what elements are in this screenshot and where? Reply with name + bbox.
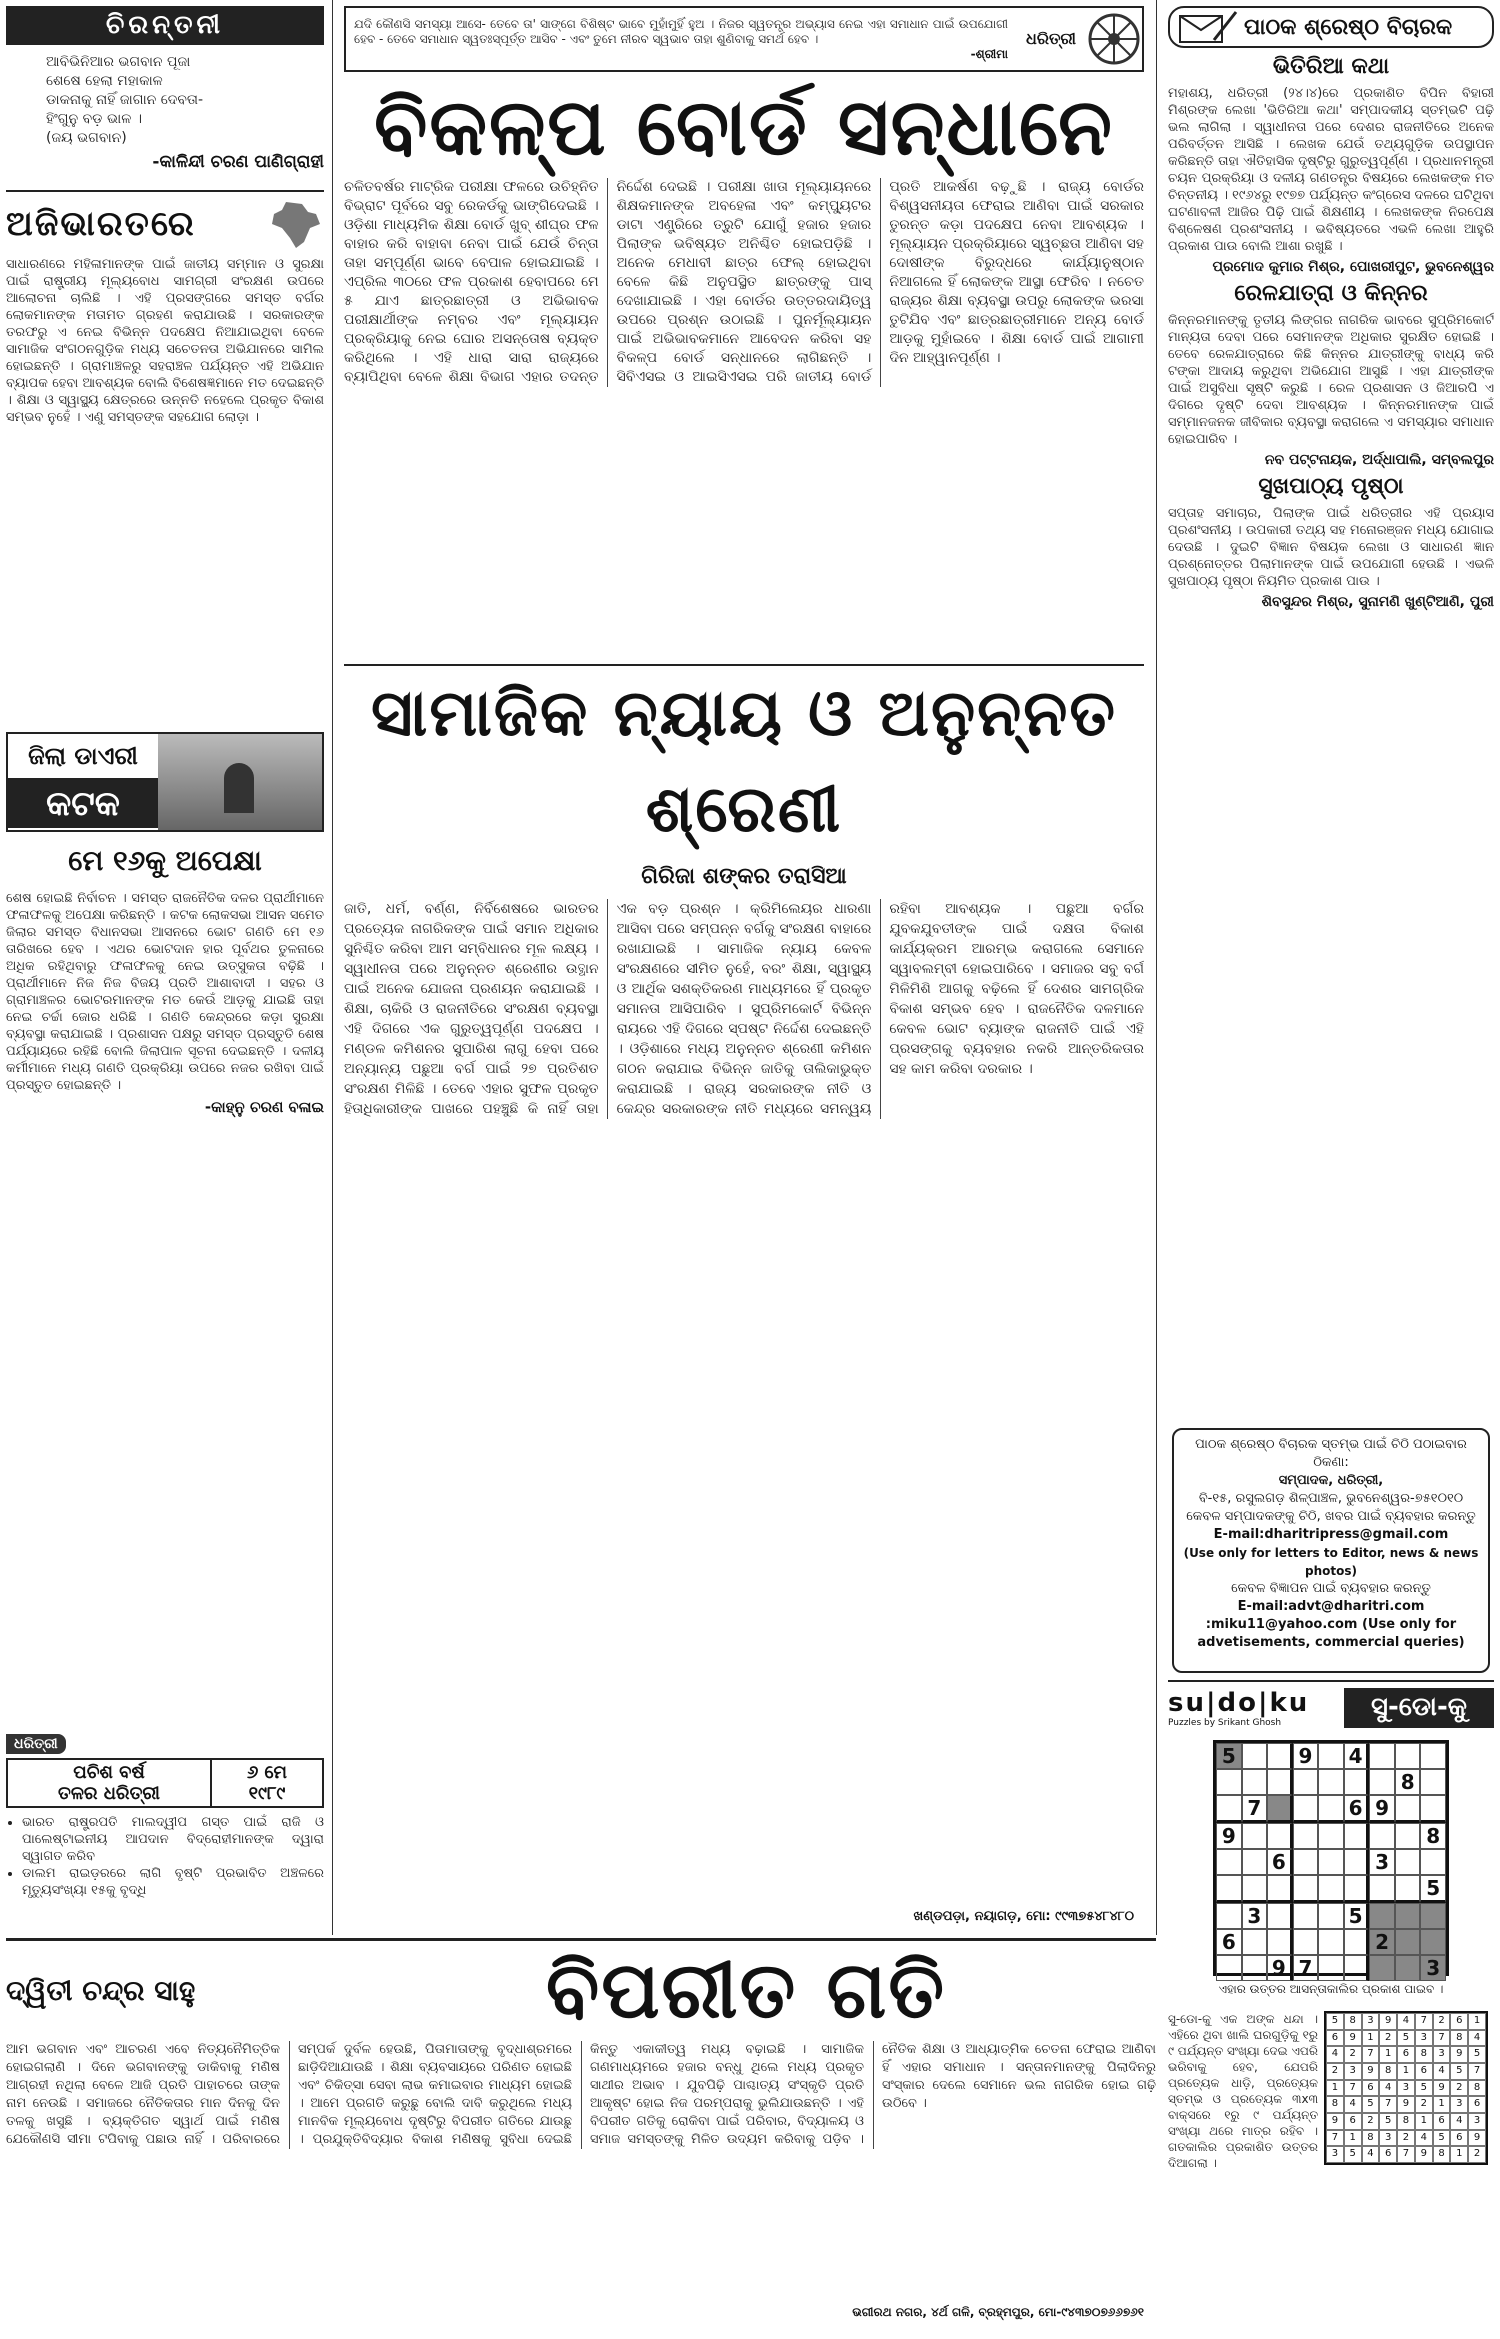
sudoku-cell[interactable]	[1344, 1769, 1370, 1795]
solution-cell: 5	[1397, 2030, 1415, 2047]
jilla-diary-headline: ମେ ୧୬କୁ ଅପେକ୍ଷା	[68, 844, 262, 877]
solution-cell: 1	[1397, 2063, 1415, 2080]
solution-cell: 6	[1415, 2063, 1433, 2080]
sudoku-cell[interactable]	[1242, 1743, 1268, 1769]
jilla-diary-box	[6, 732, 324, 1732]
contact-line1: ପାଠକ ଶ୍ରେଷ୍ଠ ବିଚାରକ ସ୍ତମ୍ଭ ପାଇଁ ଚିଠି ପଠାଇବାର ଠିକଣା:	[1195, 1437, 1467, 1470]
solution-cell: 2	[1415, 2096, 1433, 2113]
quote-box	[344, 6, 1144, 72]
sudoku-cell[interactable]: 6	[1267, 1849, 1293, 1875]
letter1-title: ଭିତିରିଆ କଥା	[1272, 54, 1390, 79]
dwiti-body: ଆମ ଭଗବାନ ଏବଂ ଆଚରଣ ଏବେ ନିତ୍ୟନୈମିତ୍ତିକ ହୋଇଗଲାଣି । ଦିନେ ଭଗବାନଙ୍କୁ ଡାକିବାକୁ ମଣିଷ ଆଗ୍ରହୀ ନଥିଲା ବେଳେ ଆଜି ପ୍ରତି ପାହାଚରେ ତାଙ୍କ ନାମ ନେଉଛି । ସମାଜରେ ନୈତିକତାର ମାନ ଦିନକୁ ଦିନ ତଳକୁ ଖସୁଛି । ବ୍ୟକ୍ତିଗତ ସ୍ୱାର୍ଥ ପାଇଁ ମଣିଷ ଯେକୌଣସି ସୀମା ଟପିବାକୁ ପଛାଉ ନାହିଁ । ପରିବାରରେ ସମ୍ପର୍କ ଦୁର୍ବଳ ହେଉଛି, ପିତାମାତାଙ୍କୁ ବୃଦ୍ଧାଶ୍ରମରେ ଛାଡ଼ିଦିଆଯାଉଛି । ଶିକ୍ଷା ବ୍ୟବସାୟରେ ପରିଣତ ହୋଇଛି ଏବଂ ଚିକିତ୍ସା ସେବା ଲାଭ କମାଇବାର ମାଧ୍ୟମ ହୋଇଛି । ଆମେ ପ୍ରଗତି କରୁଛୁ ବୋଲି ଦାବି କରୁଥିଲେ ମଧ୍ୟ ମାନବିକ ମୂଲ୍ୟବୋଧ ଦୃଷ୍ଟିରୁ ବିପରୀତ ଗତିରେ ଯାଉଛୁ । ପ୍ରଯୁକ୍ତିବିଦ୍ୟାର ବିକାଶ ମଣିଷକୁ ସୁବିଧା ଦେଇଛି କିନ୍ତୁ ଏକାକୀତ୍ୱ ମଧ୍ୟ ବଢ଼ାଇଛି । ସାମାଜିକ ଗଣମାଧ୍ୟମରେ ହଜାର ବନ୍ଧୁ ଥିଲେ ମଧ୍ୟ ପ୍ରକୃତ ସାଥୀର ଅଭାବ । ଯୁବପିଢ଼ି ପାଶ୍ଚାତ୍ୟ ସଂସ୍କୃତି ପ୍ରତି ଆକୃଷ୍ଟ ହୋଇ ନିଜ ପରମ୍ପରାକୁ ଭୁଲିଯାଉଛନ୍ତି । ଏହି ବିପରୀତ ଗତିକୁ ରୋକିବା ପାଇଁ ପରିବାର, ବିଦ୍ୟାଳୟ ଓ ସମାଜ ସମସ୍ତଙ୍କୁ ମିଳିତ ଉଦ୍ୟମ କରିବାକୁ ପଡ଼ିବ । ନୈତିକ ଶିକ୍ଷା ଓ ଆଧ୍ୟାତ୍ମିକ ଚେତନା ଫେରାଇ ଆଣିବା ହିଁ ଏହାର ସମାଧାନ । ସନ୍ତାନମାନଙ୍କୁ ପିଲାଦିନରୁ ସଂସ୍କାର ଦେଲେ ସେମାନେ ଭଲ ନାଗରିକ ହୋଇ ଗଢ଼ି ଉଠିବେ ।	[6, 2042, 1156, 2147]
sudoku-cell[interactable]	[1293, 1929, 1319, 1955]
sudoku-cell[interactable]	[1318, 1955, 1344, 1981]
dwiti-title: ବିପରୀତ ଗତି	[546, 1945, 946, 2036]
letter3-body: ସପ୍ତାହ ସମାଚାର, ପିଲାଙ୍କ ପାଇଁ ଧରିତ୍ରୀର ଏହି ପ୍ରୟାସ ପ୍ରଶଂସନୀୟ । ଉପକାରୀ ତଥ୍ୟ ସହ ମନୋରଞ୍ଜନ ମଧ୍ୟ ଯୋଗାଇ ଦେଉଛି । ଦୁଇଟି ବିଜ୍ଞାନ ବିଷୟକ ଲେଖା ଓ ସାଧାରଣ ଜ୍ଞାନ ପ୍ରଶ୍ନୋତ୍ତର ପିଲାମାନଙ୍କ ପାଇଁ ଉପଯୋଗୀ ହେଉଛି । ଏଭଳି ସୁଖପାଠ୍ୟ ପୃଷ୍ଠା ନିୟମିତ ପ୍ରକାଶ ପାଉ ।	[1168, 506, 1494, 589]
solution-cell: 2	[1344, 2046, 1362, 2063]
sudoku-cell[interactable]	[1344, 1849, 1370, 1875]
solution-cell: 7	[1362, 2046, 1380, 2063]
dwiti-author: ଦ୍ୱିତୀ ଚନ୍ଦ୍ର ସାହୁ	[6, 1974, 196, 2007]
sudoku-cell[interactable]	[1293, 1903, 1319, 1929]
quote-text: ଯଦି କୌଣସି ସମସ୍ୟା ଆସେ- ତେବେ ତା' ସାଙ୍ଗେ ବିଶିଷ୍ଟ ଭାବେ ମୁହାଁମୁହିଁ ହୁଅ । ନିଜର ସ୍ୱତନ୍ତ୍ର ଅଭ୍ୟାସ ନେଇ ଏହା ସମାଧାନ ପାଇଁ ଉପଯୋଗୀ ହେବ - ତେବେ ସମାଧାନ ସ୍ୱତଃସ୍ପୂର୍ତ୍ତ ଆସିବ - ଏବଂ ତୁମେ ନୀରବ ସ୍ୱଭାବ ତାହା ଶୁଣିବାକୁ ସମର୍ଥ ହେବ ।	[354, 16, 1008, 46]
pachisha-item: • ଡାଲମ ରାଇଡ଼ରରେ ଲାଗି ବୃଷ୍ଟି ପ୍ରଭାବିତ ଅଞ୍ଚଳରେ ମୃତ୍ୟୁସଂଖ୍ୟା ୧୫କୁ ବୃଦ୍ଧି	[22, 1865, 324, 1899]
social-article-footer: ଖଣ୍ଡପଡ଼ା, ନୟାଗଡ଼, ମୋ: ୯୯୩୭୫୪୮୪୮୦	[913, 1909, 1134, 1924]
letters-box	[1168, 6, 1494, 1424]
sudoku-cell[interactable]	[1318, 1743, 1344, 1769]
solution-cell: 7	[1397, 2146, 1415, 2163]
sudoku-cell[interactable]	[1216, 1795, 1242, 1823]
solution-cell: 2	[1326, 2063, 1344, 2080]
column-divider	[1156, 0, 1157, 1935]
contact-email3[interactable]: :miku11@yahoo.com (Use only for	[1205, 1617, 1457, 1632]
sudoku-cell[interactable]: 3	[1369, 1849, 1395, 1875]
sudoku-cell[interactable]: 9	[1369, 1795, 1395, 1823]
solution-cell: 8	[1450, 2030, 1468, 2047]
sudoku-cell[interactable]	[1267, 1743, 1293, 1769]
sudoku-cell[interactable]	[1420, 1849, 1446, 1875]
solution-cell: 5	[1362, 2096, 1380, 2113]
solution-cell: 5	[1344, 2146, 1362, 2163]
sudoku-cell[interactable]	[1293, 1823, 1319, 1849]
solution-cell: 1	[1433, 2096, 1451, 2113]
solution-cell: 5	[1433, 2130, 1451, 2147]
solution-cell: 5	[1326, 2013, 1344, 2030]
sudoku-brand: su|do|ku	[1168, 1688, 1310, 1718]
sudoku-cell[interactable]	[1318, 1823, 1344, 1849]
sudoku-cell[interactable]: 3	[1420, 1955, 1446, 1981]
ajibharat-title: ଅଜିଭାରତରେ	[6, 204, 196, 244]
sudoku-cell[interactable]	[1242, 1849, 1268, 1875]
sudoku-cell[interactable]	[1293, 1795, 1319, 1823]
social-article-box	[344, 664, 1144, 1934]
chirantani-author: -କାଳିନ୍ଦୀ ଚରଣ ପାଣିଗ୍ରାହୀ	[152, 152, 324, 172]
sudoku-cell[interactable]: 2	[1369, 1929, 1395, 1955]
solution-cell: 5	[1450, 2063, 1468, 2080]
solution-cell: 4	[1397, 2013, 1415, 2030]
solution-cell: 9	[1344, 2030, 1362, 2047]
chirantani-box	[6, 6, 324, 186]
solution-cell: 9	[1326, 2113, 1344, 2130]
sudoku-cell[interactable]	[1267, 1929, 1293, 1955]
sudoku-cell[interactable]	[1267, 1823, 1293, 1849]
sudoku-cell[interactable]	[1369, 1903, 1395, 1929]
letters-header: ପାଠକ ଶ୍ରେଷ୍ଠ ବିଚାରକ	[1244, 14, 1453, 40]
sudoku-cell[interactable]	[1216, 1875, 1242, 1903]
letter2-body: କିନ୍ନରମାନଙ୍କୁ ତୃତୀୟ ଲିଙ୍ଗର ନାଗରିକ ଭାବରେ ସୁପ୍ରିମକୋର୍ଟ ମାନ୍ୟତା ଦେବା ପରେ ସେମାନଙ୍କ ଅଧିକାର ସୁରକ୍ଷିତ ହୋଇଛି । ତେବେ ରେଳଯାତ୍ରାରେ କିଛି କିନ୍ନର ଯାତ୍ରୀଙ୍କୁ ବାଧ୍ୟ କରି ଟଙ୍କା ଆଦାୟ କରୁଥିବା ଅଭିଯୋଗ ଆସୁଛି । ଏହା ଯାତ୍ରୀଙ୍କ ପାଇଁ ଅସୁବିଧା ସୃଷ୍ଟି କରୁଛି । ରେଳ ପ୍ରଶାସନ ଓ ଜିଆରପି ଏ ଦିଗରେ ଦୃଷ୍ଟି ଦେବା ଆବଶ୍ୟକ । କିନ୍ନରମାନଙ୍କ ପାଇଁ ସମ୍ମାନଜନକ ଜୀବିକାର ବ୍ୟବସ୍ଥା କରାଗଲେ ଏ ସମସ୍ୟାର ସମାଧାନ ହୋଇପାରିବ ।	[1168, 313, 1494, 447]
editorial-box	[344, 78, 1144, 658]
sudoku-cell[interactable]: 9	[1293, 1743, 1319, 1769]
solution-cell: 5	[1415, 2080, 1433, 2097]
solution-cell: 8	[1362, 2130, 1380, 2147]
wheel-icon	[1086, 11, 1142, 67]
solution-cell: 7	[1415, 2013, 1433, 2030]
solution-cell: 2	[1379, 2030, 1397, 2047]
sudoku-cell[interactable]: 6	[1216, 1929, 1242, 1955]
sudoku-cell[interactable]	[1420, 1743, 1446, 1769]
solution-cell: 8	[1344, 2013, 1362, 2030]
solution-cell: 9	[1415, 2146, 1433, 2163]
pachisha-date-bottom: ୧୯୮୯	[248, 1783, 286, 1804]
sudoku-cell[interactable]	[1242, 1929, 1268, 1955]
sudoku-cell[interactable]	[1267, 1769, 1293, 1795]
solution-cell: 1	[1415, 2113, 1433, 2130]
solution-cell: 2	[1397, 2130, 1415, 2147]
pachisha-logo: ଧରିତ୍ରୀ	[6, 1734, 66, 1754]
pachisha-item: • ଭାରତ ରାଷ୍ଟ୍ରପତି ମାଲଦ୍ୱୀପ ଗସ୍ତ ପାଇଁ ରାଜି ଓ ପାଲେଷ୍ଟାଇନୀୟ ଆପଦାନ ବିଦ୍ରୋହୀମାନଙ୍କ ଦ୍ୱାରା ସ୍ୱାଗତ କରିବ	[22, 1814, 324, 1865]
sudoku-cell[interactable]	[1318, 1849, 1344, 1875]
sudoku-cell[interactable]	[1318, 1875, 1344, 1903]
solution-cell: 6	[1433, 2113, 1451, 2130]
solution-cell: 6	[1326, 2030, 1344, 2047]
solution-cell: 6	[1468, 2096, 1486, 2113]
contact-email1-note: (Use only for letters to Editor, news & news photos)	[1183, 1546, 1479, 1578]
contact-line3: ବି-୧୫, ରସୁଲଗଡ଼ ଶିଳ୍ପାଞ୍ଚଳ, ଭୁବନେଶ୍ୱର-୭୫୧୦୧୦	[1198, 1491, 1464, 1506]
sudoku-cell[interactable]	[1369, 1955, 1395, 1981]
sudoku-cell[interactable]	[1318, 1929, 1344, 1955]
quote-author: -ଶ୍ରୀମା	[970, 46, 1008, 61]
social-article-body: ଜାତି, ଧର୍ମ, ବର୍ଣ୍ଣ, ନିର୍ବିଶେଷରେ ଭାରତର ପ୍ରତ୍ୟେକ ନାଗରିକଙ୍କ ପାଇଁ ସମାନ ଅଧିକାର ସୁନିଶ୍ଚିତ କରିବା ଆମ ସମ୍ବିଧାନର ମୂଳ ଲକ୍ଷ୍ୟ । ସ୍ୱାଧୀନତା ପରେ ଅନୁନ୍ନତ ଶ୍ରେଣୀର ଉତ୍ଥାନ ପାଇଁ ଅନେକ ଯୋଜନା ପ୍ରଣୟନ କରାଯାଇଛି । ଶିକ୍ଷା, ଚାକିରି ଓ ରାଜନୀତିରେ ସଂରକ୍ଷଣ ବ୍ୟବସ୍ଥା ଏହି ଦିଗରେ ଏକ ଗୁରୁତ୍ୱପୂର୍ଣ୍ଣ ପଦକ୍ଷେପ । ମଣ୍ଡଳ କମିଶନର ସୁପାରିଶ ଲାଗୁ ହେବା ପରେ ଅନ୍ୟାନ୍ୟ ପଛୁଆ ବର୍ଗ ପାଇଁ ୨୭ ପ୍ରତିଶତ ସଂରକ୍ଷଣ ମିଳିଛି । ତେବେ ଏହାର ସୁଫଳ ପ୍ରକୃତ ହିତାଧିକାରୀଙ୍କ ପାଖରେ ପହଞ୍ଚୁଛି କି ନାହିଁ ତାହା ଏକ ବଡ଼ ପ୍ରଶ୍ନ । କ୍ରିମିଲେୟର ଧାରଣା ଆସିବା ପରେ ସମ୍ପନ୍ନ ବର୍ଗକୁ ସଂରକ୍ଷଣ ବାହାରେ ରଖାଯାଇଛି । ସାମାଜିକ ନ୍ୟାୟ କେବଳ ସଂରକ୍ଷଣରେ ସୀମିତ ନୁହେଁ, ବରଂ ଶିକ୍ଷା, ସ୍ୱାସ୍ଥ୍ୟ ଓ ଆର୍ଥିକ ସଶକ୍ତିକରଣ ମାଧ୍ୟମରେ ହିଁ ପ୍ରକୃତ ସମାନତା ଆସିପାରିବ । ସୁପ୍ରିମକୋର୍ଟ ବିଭିନ୍ନ ରାୟରେ ଏହି ଦିଗରେ ସ୍ପଷ୍ଟ ନିର୍ଦ୍ଦେଶ ଦେଇଛନ୍ତି । ଓଡ଼ିଶାରେ ମଧ୍ୟ ଅନୁନ୍ନତ ଶ୍ରେଣୀ କମିଶନ ଗଠନ କରାଯାଇ ବିଭିନ୍ନ ଜାତିକୁ ତାଲିକାଭୁକ୍ତ କରାଯାଇଛି । ରାଜ୍ୟ ସରକାରଙ୍କ ନୀତି ଓ କେନ୍ଦ୍ର ସରକାରଙ୍କ ନୀତି ମଧ୍ୟରେ ସମନ୍ୱୟ ରହିବା ଆବଶ୍ୟକ । ପଛୁଆ ବର୍ଗର ଯୁବକଯୁବତୀଙ୍କ ପାଇଁ ଦକ୍ଷତା ବିକାଶ କାର୍ଯ୍ୟକ୍ରମ ଆରମ୍ଭ କରାଗଲେ ସେମାନେ ସ୍ୱାବଲମ୍ବୀ ହୋଇପାରିବେ । ସମାଜର ସବୁ ବର୍ଗ ମିଳିମିଶି ଆଗକୁ ବଢ଼ିଲେ ହିଁ ଦେଶର ସାମଗ୍ରିକ ବିକାଶ ସମ୍ଭବ ହେବ । ରାଜନୈତିକ ଦଳମାନେ କେବଳ ଭୋଟ ବ୍ୟାଙ୍କ ରାଜନୀତି ପାଇଁ ଏହି ପ୍ରସଙ୍ଗକୁ ବ୍ୟବହାର ନକରି ଆନ୍ତରିକତାର ସହ କାମ କରିବା ଦରକାର ।	[344, 901, 1144, 1117]
solution-cell: 2	[1450, 2080, 1468, 2097]
solution-cell: 4	[1433, 2063, 1451, 2080]
fort-photo	[158, 734, 322, 830]
solution-cell: 3	[1326, 2146, 1344, 2163]
solution-cell: 9	[1362, 2063, 1380, 2080]
solution-cell: 9	[1379, 2013, 1397, 2030]
solution-cell: 3	[1397, 2080, 1415, 2097]
letter2-author: ନବ ପଟ୍ଟନାୟକ, ଅର୍ଦ୍ଧାପାଲି, ସମ୍ବଲପୁର	[1264, 452, 1494, 468]
contact-line5: କେବଳ ବିଜ୍ଞାପନ ପାଇଁ ବ୍ୟବହାର କରନ୍ତୁ	[1231, 1581, 1431, 1596]
sudoku-caption: ଏହାର ଉତ୍ତର ଆସନ୍ତାକାଲିର ପ୍ରକାଶ ପାଇବ ।	[1218, 1982, 1444, 1996]
sudoku-cell[interactable]	[1420, 1795, 1446, 1823]
india-map-icon	[264, 198, 324, 250]
solution-cell: 7	[1433, 2030, 1451, 2047]
letter3-author: ଶିବସୁନ୍ଦର ମିଶ୍ର, ସୁନାମଣି ଖୁଣ୍ଟିଆଣି, ପୁରୀ	[1261, 594, 1494, 610]
jilla-diary-city: କଟକ	[8, 780, 158, 828]
sudoku-cell[interactable]: 5	[1344, 1903, 1370, 1929]
sudoku-cell[interactable]	[1395, 1849, 1421, 1875]
solution-cell: 3	[1415, 2030, 1433, 2047]
sudoku-cell[interactable]	[1420, 1929, 1446, 1955]
solution-cell: 8	[1433, 2146, 1451, 2163]
sudoku-cell[interactable]	[1242, 1769, 1268, 1795]
sudoku-cell[interactable]	[1344, 1823, 1370, 1849]
solution-cell: 8	[1415, 2046, 1433, 2063]
solution-cell: 1	[1450, 2146, 1468, 2163]
sudoku-cell[interactable]	[1395, 1955, 1421, 1981]
sudoku-title: ସୁ-ଡୋ-କୁ	[1344, 1688, 1494, 1728]
sudoku-grid	[1213, 1740, 1449, 1980]
solution-cell: 9	[1450, 2046, 1468, 2063]
jilla-diary-body: ଶେଷ ହୋଇଛି ନିର୍ବାଚନ । ସମସ୍ତ ରାଜନୈତିକ ଦଳର ପ୍ରାର୍ଥୀମାନେ ଫଳାଫଳକୁ ଅପେକ୍ଷା କରିଛନ୍ତି । କଟକ ଲୋକସଭା ଆସନ ସମେତ ଜିଲାର ସମସ୍ତ ବିଧାନସଭା ଆସନରେ ଭୋଟ ଗଣତି ମେ ୧୬ ତାରିଖରେ ହେବ । ଏଥର ଭୋଟଦାନ ହାର ପୂର୍ବଥର ତୁଳନାରେ ଅଧିକ ରହିଥିବାରୁ ଫଳାଫଳକୁ ନେଇ ଉତ୍ସୁକତା ବଢ଼ିଛି । ପ୍ରାର୍ଥୀମାନେ ନିଜ ନିଜ ବିଜୟ ପ୍ରତି ଆଶାବାଦୀ । ସହର ଓ ଗ୍ରାମାଞ୍ଚଳର ଭୋଟରମାନଙ୍କ ମତ କେଉଁ ଆଡ଼କୁ ଯାଇଛି ତାହା ନେଇ ଚର୍ଚ୍ଚା ଜୋର ଧରିଛି । ଗଣତି କେନ୍ଦ୍ରରେ କଡ଼ା ସୁରକ୍ଷା ବ୍ୟବସ୍ଥା କରାଯାଇଛି । ପ୍ରଶାସନ ପକ୍ଷରୁ ସମସ୍ତ ପ୍ରସ୍ତୁତି ଶେଷ ପର୍ଯ୍ୟାୟରେ ରହିଛି ବୋଲି ଜିଲାପାଳ ସୂଚନା ଦେଇଛନ୍ତି । ଦଳୀୟ କର୍ମୀମାନେ ମଧ୍ୟ ଗଣତି ପ୍ରକ୍ରିୟା ଉପରେ ନଜର ରଖିବା ପାଇଁ ପ୍ରସ୍ତୁତ ହୋଇଛନ୍ତି ।	[6, 891, 324, 1093]
contact-line2: ସମ୍ପାଦକ, ଧରିତ୍ରୀ,	[1278, 1473, 1384, 1488]
sudoku-cell[interactable]	[1318, 1903, 1344, 1929]
solution-cell: 5	[1468, 2046, 1486, 2063]
sudoku-cell[interactable]	[1293, 1875, 1319, 1903]
sudoku-cell[interactable]	[1216, 1849, 1242, 1875]
sudoku-cell[interactable]: 9	[1267, 1955, 1293, 1981]
contact-box	[1172, 1428, 1490, 1673]
sudoku-cell[interactable]	[1369, 1743, 1395, 1769]
solution-cell: 2	[1468, 2146, 1486, 2163]
solution-cell: 1	[1468, 2013, 1486, 2030]
letter2-title: ରେଳଯାତ୍ରା ଓ କିନ୍ନର	[1234, 281, 1428, 306]
solution-cell: 1	[1326, 2080, 1344, 2097]
solution-cell: 6	[1362, 2080, 1380, 2097]
envelope-pen-icon	[1178, 10, 1238, 44]
sudoku-cell[interactable]: 8	[1395, 1769, 1421, 1795]
solution-cell: 5	[1379, 2113, 1397, 2130]
letter1-body: ମହାଶୟ, ଧରିତ୍ରୀ (୨୪।୪)ରେ ପ୍ରକାଶିତ ବିପିନ ବିହାରୀ ମିଶ୍ରଙ୍କ ଲେଖା 'ଭିତିରିଆ କଥା' ସମ୍ପାଦକୀୟ ସ୍ତମ୍ଭଟି ପଢ଼ି ଭଲ ଲାଗିଲା । ସ୍ୱାଧୀନତା ପରେ ଦେଶର ରାଜନୀତିରେ ଅନେକ ପରିବର୍ତ୍ତନ ଆସିଛି । ଲେଖକ ଯେଉଁ ତଥ୍ୟଗୁଡ଼ିକ ଉପସ୍ଥାପନ କରିଛନ୍ତି ତାହା ଐତିହାସିକ ଦୃଷ୍ଟିରୁ ଗୁରୁତ୍ୱପୂର୍ଣ୍ଣ । ପ୍ରଧାନମନ୍ତ୍ରୀ ଚୟନ ପ୍ରକ୍ରିୟା ଓ ଦଳୀୟ ଗଣତନ୍ତ୍ର ବିଷୟରେ ଲେଖକଙ୍କ ମତ ଚିନ୍ତନୀୟ । ୧୯୬୪ରୁ ୧୯୭୭ ପର୍ଯ୍ୟନ୍ତ କଂଗ୍ରେସ ଦଳରେ ଘଟିଥିବା ଘଟଣାବଳୀ ଆଜିର ପିଢ଼ି ପାଇଁ ଶିକ୍ଷଣୀୟ । ଲେଖକଙ୍କ ନିରପେକ୍ଷ ବିଶ୍ଳେଷଣ ପ୍ରଶଂସନୀୟ । ଭବିଷ୍ୟତରେ ଏଭଳି ଲେଖା ଆହୁରି ପ୍ରକାଶ ପାଉ ବୋଲି ଆଶା ରଖୁଛି ।	[1168, 86, 1494, 254]
solution-cell: 3	[1433, 2046, 1451, 2063]
sudoku-cell[interactable]	[1395, 1823, 1421, 1849]
solution-cell: 1	[1344, 2130, 1362, 2147]
sudoku-cell[interactable]	[1293, 1769, 1319, 1795]
sudoku-cell[interactable]	[1395, 1929, 1421, 1955]
solution-cell: 4	[1344, 2096, 1362, 2113]
pachisha-date-top: ୬ ମେ	[246, 1762, 288, 1783]
solution-cell: 7	[1344, 2080, 1362, 2097]
solution-cell: 9	[1397, 2096, 1415, 2113]
solution-cell: 3	[1344, 2063, 1362, 2080]
sudoku-cell[interactable]	[1344, 1875, 1370, 1903]
ajibharat-body: ସାଧାରଣରେ ମହିଳାମାନଙ୍କ ପାଇଁ ଜାତୀୟ ସମ୍ମାନ ଓ ସୁରକ୍ଷା ପାଇଁ ରାଷ୍ଟ୍ରୀୟ ମୂଲ୍ୟବୋଧ ସାମଗ୍ରୀ ସଂରକ୍ଷଣ ଉପରେ ଆଲୋଚନା ଚାଲିଛି । ଏହି ପ୍ରସଙ୍ଗରେ ସମସ୍ତ ବର୍ଗର ଲୋକମାନଙ୍କ ମତାମତ ଗ୍ରହଣ କରାଯାଉଛି । ସରକାରଙ୍କ ତରଫରୁ ଏ ନେଇ ବିଭିନ୍ନ ପଦକ୍ଷେପ ନିଆଯାଇଥିବା ବେଳେ ସାମାଜିକ ସଂଗଠନଗୁଡ଼ିକ ମଧ୍ୟ ସଚେତନତା ଅଭିଯାନରେ ସାମିଲ ହୋଇଛନ୍ତି । ଗ୍ରାମାଞ୍ଚଳରୁ ସହରାଞ୍ଚଳ ପର୍ଯ୍ୟନ୍ତ ଏହି ଅଭିଯାନ ବ୍ୟାପକ ହେବା ଆବଶ୍ୟକ ବୋଲି ବିଶେଷଜ୍ଞମାନେ ମତ ଦେଇଛନ୍ତି । ଶିକ୍ଷା ଓ ସ୍ୱାସ୍ଥ୍ୟ କ୍ଷେତ୍ରରେ ଉନ୍ନତି ନହେଲେ ପ୍ରକୃତ ବିକାଶ ସମ୍ଭବ ନୁହେଁ । ଏଣୁ ସମସ୍ତଙ୍କ ସହଯୋଗ ଲୋଡ଼ା ।	[6, 257, 324, 425]
jilla-diary-author: -କାହ୍ନୁ ଚରଣ ବଳାଇ	[204, 1098, 324, 1116]
sudoku-cell[interactable]	[1242, 1955, 1268, 1981]
contact-email3-note: advetisements, commercial queries)	[1197, 1635, 1465, 1650]
social-article-title: ସାମାଜିକ ନ୍ୟାୟ ଓ ଅନୁନ୍ନତ ଶ୍ରେଣୀ	[371, 676, 1117, 847]
sudoku-cell[interactable]	[1369, 1769, 1395, 1795]
solution-cell: 3	[1362, 2013, 1380, 2030]
solution-cell: 9	[1468, 2130, 1486, 2147]
sudoku-cell[interactable]	[1318, 1769, 1344, 1795]
quote-logo: ଧରିତ୍ରୀ	[1026, 29, 1076, 48]
sudoku-cell[interactable]	[1395, 1743, 1421, 1769]
chirantani-title: ଚିରନ୍ତନୀ	[6, 6, 324, 45]
solution-cell: 6	[1397, 2046, 1415, 2063]
sudoku-cell[interactable]	[1216, 1955, 1242, 1981]
solution-cell: 6	[1450, 2130, 1468, 2147]
sudoku-cell[interactable]	[1267, 1903, 1293, 1929]
sudoku-cell[interactable]: 9	[1216, 1823, 1242, 1849]
solution-cell: 4	[1362, 2146, 1380, 2163]
pachisha-box	[6, 1733, 324, 1933]
solution-cell: 8	[1397, 2113, 1415, 2130]
solution-cell: 6	[1379, 2146, 1397, 2163]
solution-cell: 4	[1379, 2080, 1397, 2097]
contact-line4: କେବଳ ସମ୍ପାଦକଙ୍କୁ ଚିଠି, ଖବର ପାଇଁ ବ୍ୟବହାର କରନ୍ତୁ	[1186, 1509, 1476, 1524]
solution-cell: 9	[1433, 2080, 1451, 2097]
solution-cell: 2	[1362, 2113, 1380, 2130]
solution-cell: 7	[1379, 2096, 1397, 2113]
sudoku-cell[interactable]	[1216, 1903, 1242, 1929]
sudoku-cell[interactable]	[1318, 1795, 1344, 1823]
sudoku-cell[interactable]	[1242, 1875, 1268, 1903]
sudoku-cell[interactable]: 5	[1216, 1743, 1242, 1769]
editorial-body: ଚଳିତବର୍ଷର ମାଟ୍ରିକ ପରୀକ୍ଷା ଫଳରେ ଉଚିହ୍ନିତ ବିଭ୍ରାଟ ପୂର୍ବରେ ସବୁ ରେକର୍ଡକୁ ଭାଙ୍ଗିଦେଇଛି । ଓଡ଼ିଶା ମାଧ୍ୟମିକ ଶିକ୍ଷା ବୋର୍ଡ ଖୁବ୍ ଶୀଘ୍ର ଫଳ ବାହାର କରି ବାହାବା ନେବା ପାଇଁ ଯେଉଁ ଚିନ୍ତା ତାହା ସମ୍ପୂର୍ଣ୍ଣ ଭାବେ ବେପାଳ ହୋଇଯାଇଛି । ଏପ୍ରିଲ ୩୦ରେ ଫଳ ପ୍ରକାଶ ହେବାପରେ ମେ ୫ ଯାଏ ଛାତ୍ରଛାତ୍ରୀ ଓ ଅଭିଭାବକ ପରୀକ୍ଷାର୍ଥୀଙ୍କ ନମ୍ବର ଏବଂ ମୂଲ୍ୟାୟନ ପ୍ରକ୍ରିୟାକୁ ନେଇ ଘୋର ଅସନ୍ତୋଷ ବ୍ୟକ୍ତ କରିଥିଲେ । ଏହି ଧାରା ସାରା ରାଜ୍ୟରେ ବ୍ୟାପିଥିବା ବେଳେ ଶିକ୍ଷା ବିଭାଗ ଏହାର ତଦନ୍ତ ନିର୍ଦ୍ଦେଶ ଦେଇଛି । ପରୀକ୍ଷା ଖାତା ମୂଲ୍ୟାୟନରେ ଶିକ୍ଷକମାନଙ୍କ ଅବହେଳା ଏବଂ କମ୍ପ୍ୟୁଟର ଡାଟା ଏଣ୍ଟ୍ରିରେ ତ୍ରୁଟି ଯୋଗୁଁ ହଜାର ହଜାର ପିଲାଙ୍କ ଭବିଷ୍ୟତ ଅନିଶ୍ଚିତ ହୋଇପଡ଼ିଛି । ଅନେକ ମେଧାବୀ ଛାତ୍ର ଫେଲ୍ ହୋଇଥିବା ବେଳେ କିଛି ଅନୁପସ୍ଥିତ ଛାତ୍ରଙ୍କୁ ପାସ୍ ଦେଖାଯାଇଛି । ଏହା ବୋର୍ଡର ଉତ୍ତରଦାୟିତ୍ୱ ଉପରେ ପ୍ରଶ୍ନ ଉଠାଇଛି । ପୁନର୍ମୂଲ୍ୟାୟନ ପାଇଁ ଅଭିଭାବକମାନେ ଆବେଦନ କରିବା ସହ ବିକଳ୍ପ ବୋର୍ଡ ସନ୍ଧାନରେ ଲାଗିଛନ୍ତି । ସିବିଏସଇ ଓ ଆଇସିଏସଇ ପରି ଜାତୀୟ ବୋର୍ଡ ପ୍ରତି ଆକର୍ଷଣ ବଢ଼ୁଛି । ରାଜ୍ୟ ବୋର୍ଡର ବିଶ୍ୱସନୀୟତା ଫେରାଇ ଆଣିବା ପାଇଁ ସରକାର ତୁରନ୍ତ କଡ଼ା ପଦକ୍ଷେପ ନେବା ଆବଶ୍ୟକ । ମୂଲ୍ୟାୟନ ପ୍ରକ୍ରିୟାରେ ସ୍ୱଚ୍ଛତା ଆଣିବା ସହ ଦୋଷୀଙ୍କ ବିରୁଦ୍ଧରେ କାର୍ଯ୍ୟାନୁଷ୍ଠାନ ନିଆଗଲେ ହିଁ ଲୋକଙ୍କ ଆସ୍ଥା ଫେରିବ । ନଚେତ ରାଜ୍ୟର ଶିକ୍ଷା ବ୍ୟବସ୍ଥା ଉପରୁ ଲୋକଙ୍କ ଭରସା ତୁଟିଯିବ ଏବଂ ଛାତ୍ରଛାତ୍ରୀମାନେ ଅନ୍ୟ ବୋର୍ଡ ଆଡ଼କୁ ମୁହାଁଇବେ । ଶିକ୍ଷା ବୋର୍ଡ ପାଇଁ ଆଗାମୀ ଦିନ ଆହ୍ୱାନପୂର୍ଣ୍ଣ ।	[344, 179, 1144, 385]
dwiti-footer: ଭଗୀରଥ ନଗର, ୪ର୍ଥ ଗଳି, ବ୍ରହ୍ମପୁର, ମୋ-୯୪୩୭୦୭୬୬୭୬୧	[852, 2305, 1144, 2319]
solution-cell: 7	[1468, 2063, 1486, 2080]
solution-cell: 1	[1379, 2046, 1397, 2063]
solution-cell: 4	[1326, 2046, 1344, 2063]
ajibharat-box	[6, 190, 324, 730]
pachisha-label-top: ପଚିଶ ବର୍ଷ	[73, 1762, 145, 1783]
sudoku-cell[interactable]: 7	[1293, 1955, 1319, 1981]
dwiti-box	[6, 1938, 1156, 2328]
sudoku-box	[1168, 1680, 1494, 2330]
solution-cell: 4	[1468, 2030, 1486, 2047]
column-divider	[332, 0, 333, 1935]
sudoku-cell[interactable]: 5	[1420, 1875, 1446, 1903]
solution-cell: 8	[1468, 2080, 1486, 2097]
sudoku-cell[interactable]	[1420, 1903, 1446, 1929]
sudoku-cell[interactable]	[1267, 1795, 1293, 1823]
contact-email1[interactable]: E-mail:dharitripress@gmail.com	[1213, 1527, 1449, 1542]
solution-cell: 4	[1450, 2113, 1468, 2130]
sudoku-cell[interactable]	[1344, 1929, 1370, 1955]
sudoku-cell[interactable]	[1344, 1955, 1370, 1981]
solution-cell: 4	[1415, 2130, 1433, 2147]
solution-cell: 3	[1379, 2130, 1397, 2147]
solution-cell: 2	[1433, 2013, 1451, 2030]
sudoku-cell[interactable]: 7	[1242, 1795, 1268, 1823]
letter1-author: ପ୍ରମୋଦ କୁମାର ମିଶ୍ର, ପୋଖରୀପୁଟ, ଭୁବନେଶ୍ୱର	[1212, 259, 1494, 275]
solution-cell: 1	[1362, 2030, 1380, 2047]
editorial-title: ବିକଳ୍ପ ବୋର୍ଡ ସନ୍ଧାନେ	[374, 82, 1114, 173]
solution-cell: 3	[1450, 2096, 1468, 2113]
solution-cell: 6	[1344, 2113, 1362, 2130]
solution-cell: 6	[1450, 2013, 1468, 2030]
sudoku-cell[interactable]	[1420, 1769, 1446, 1795]
contact-email2[interactable]: E-mail:advt@dharitri.com	[1237, 1599, 1425, 1614]
social-article-author: ଗିରିଜା ଶଙ୍କର ତରାସିଆ	[641, 864, 847, 889]
pachisha-label-bottom: ତଳର ଧରିତ୍ରୀ	[58, 1783, 160, 1804]
solution-cell: 3	[1468, 2113, 1486, 2130]
solution-cell: 7	[1326, 2130, 1344, 2147]
sudoku-cell[interactable]	[1395, 1795, 1421, 1823]
sudoku-cell[interactable]	[1293, 1849, 1319, 1875]
sudoku-brand-sub: Puzzles by Srikant Ghosh	[1168, 1718, 1282, 1728]
letter3-title: ସୁଖପାଠ୍ୟ ପୃଷ୍ଠା	[1258, 474, 1404, 499]
sudoku-cell[interactable]	[1267, 1875, 1293, 1903]
sudoku-cell[interactable]	[1369, 1875, 1395, 1903]
sudoku-cell[interactable]: 4	[1344, 1743, 1370, 1769]
sudoku-solution-grid	[1324, 2011, 1488, 2165]
jilla-diary-label: ଜିଲା ଡାଏରୀ	[8, 734, 158, 780]
sudoku-cell[interactable]	[1216, 1769, 1242, 1795]
chirantani-poem: ଆବିଭିନିଆର ଭଗବାନ ପୂଜା ଶେଷେ ହେଲା ମହାକାଳ ଡାକନାକୁ ନାହିଁ ଜାଗାନ ଦେବତା- ହିଂଗୁନୁ ବଡ଼ ଭାଳ । (ଜୟ ଭଗବାନ)	[46, 54, 204, 146]
solution-cell: 8	[1379, 2063, 1397, 2080]
sudoku-cell[interactable]: 6	[1344, 1795, 1370, 1823]
sudoku-cell[interactable]: 8	[1420, 1823, 1446, 1849]
sudoku-rules: ସୁ-ଡୋ-କୁ ଏକ ଅଙ୍କ ଧନ୍ଦା । ଏହିରେ ଥିବା ଖାଲି ଘରଗୁଡ଼ିକୁ ୧ରୁ ୯ ପର୍ଯ୍ୟନ୍ତ ସଂଖ୍ୟା ଦେଇ ଏପରି ଭରିବାକୁ ହେବ, ଯେପରି ପ୍ରତ୍ୟେକ ଧାଡ଼ି, ପ୍ରତ୍ୟେକ ସ୍ତମ୍ଭ ଓ ପ୍ରତ୍ୟେକ ୩x୩ ବାକ୍ସରେ ୧ରୁ ୯ ପର୍ଯ୍ୟନ୍ତ ସଂଖ୍ୟା ଥରେ ମାତ୍ର ରହିବ । ଗତକାଲିର ପ୍ରକାଶିତ ଉତ୍ତର ଦିଆଗଲା ।	[1168, 2012, 1318, 2170]
sudoku-cell[interactable]: 3	[1242, 1903, 1268, 1929]
solution-cell: 8	[1326, 2096, 1344, 2113]
sudoku-cell[interactable]	[1395, 1875, 1421, 1903]
sudoku-cell[interactable]	[1242, 1823, 1268, 1849]
sudoku-cell[interactable]	[1369, 1823, 1395, 1849]
sudoku-cell[interactable]	[1395, 1903, 1421, 1929]
